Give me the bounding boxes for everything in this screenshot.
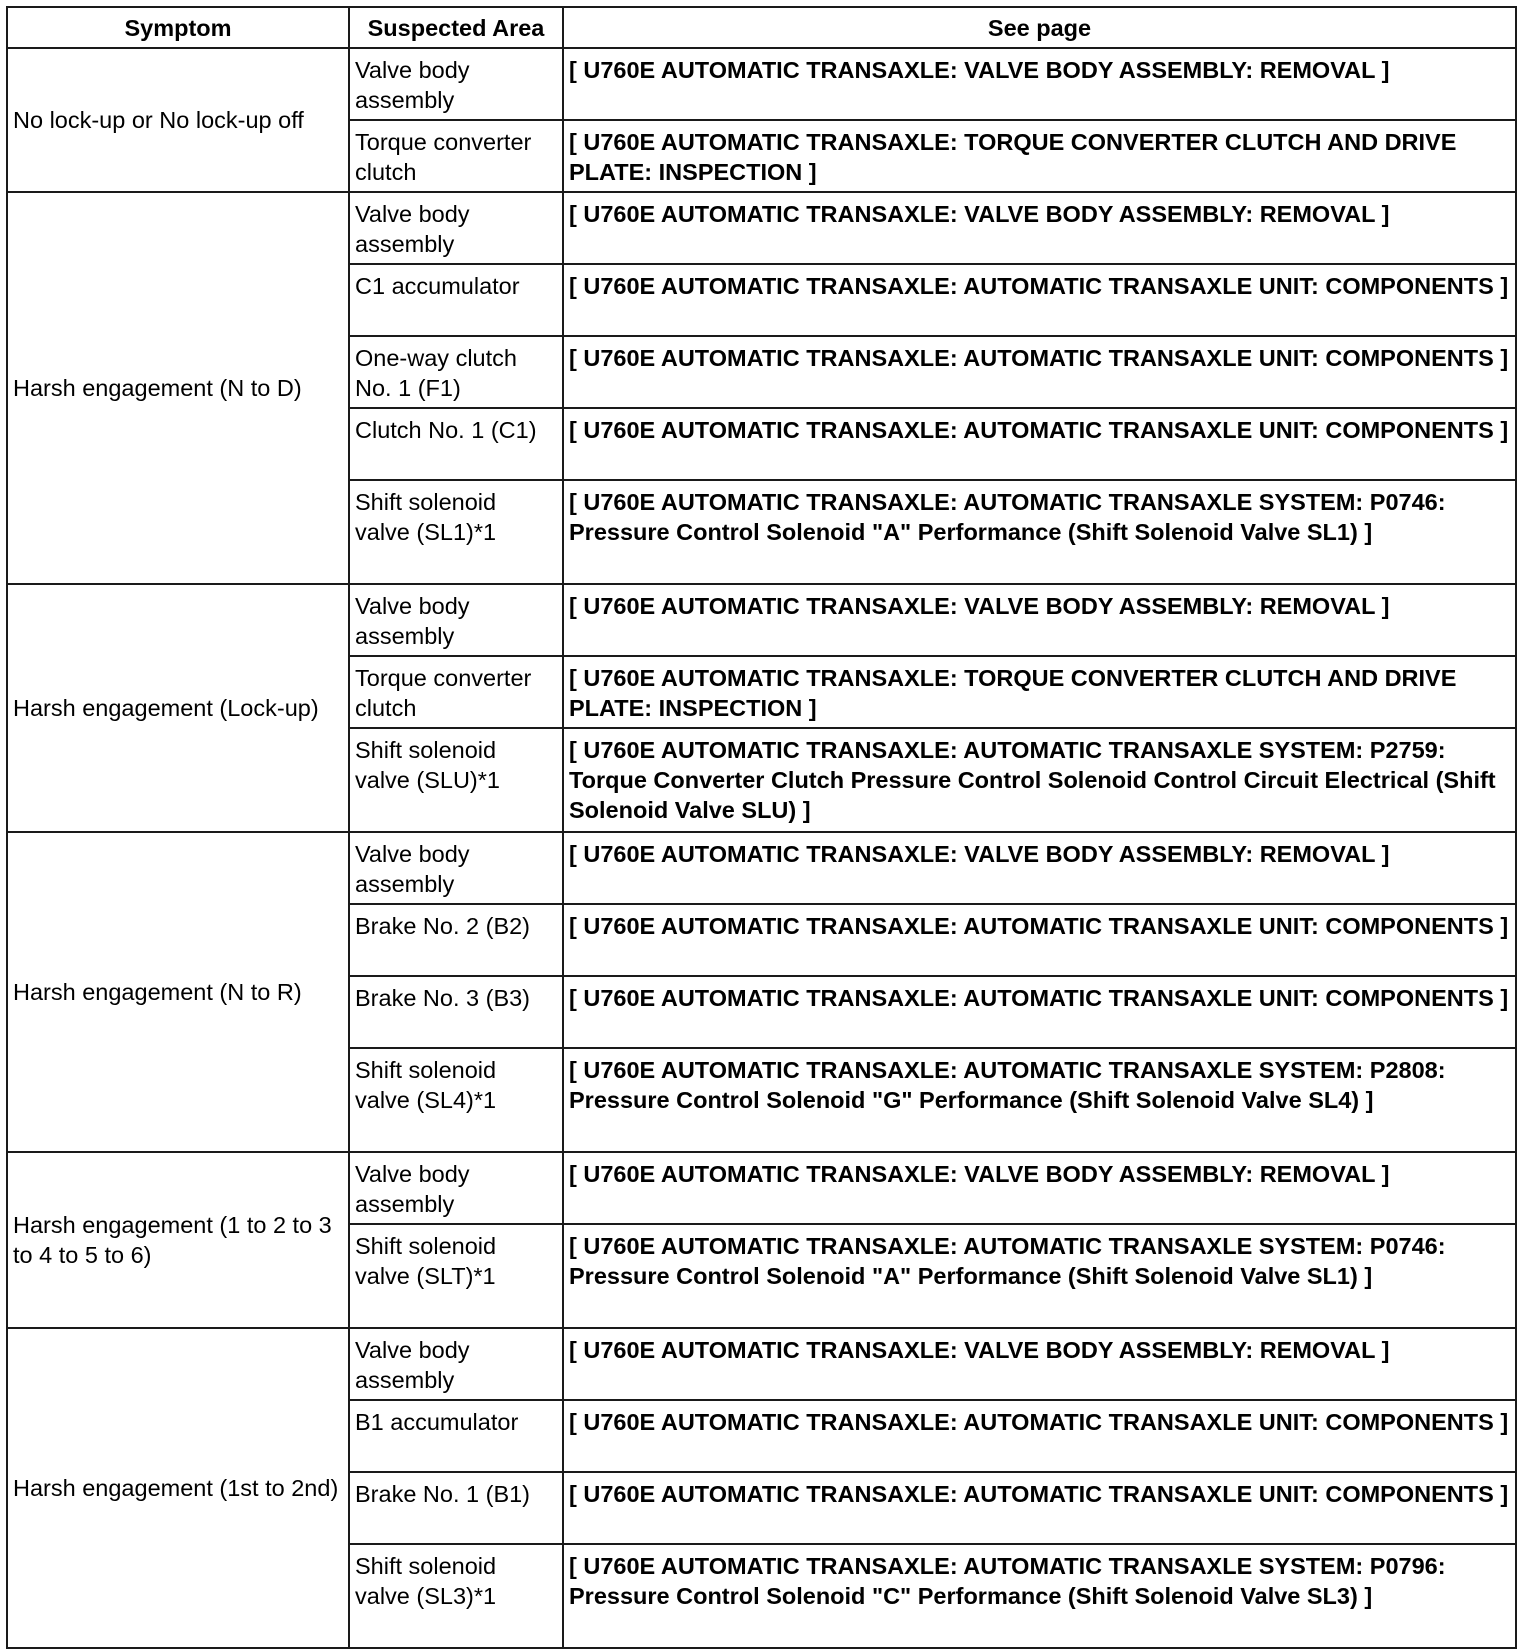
see-page-link[interactable]: [ U760E AUTOMATIC TRANSAXLE: AUTOMATIC TRANSAXLE UNIT: COMPONENTS ] bbox=[563, 976, 1516, 1048]
suspected-area-cell: Shift solenoid valve (SLU)*1 bbox=[349, 728, 563, 832]
suspected-area-cell: Shift solenoid valve (SL3)*1 bbox=[349, 1544, 563, 1648]
table-row bbox=[7, 584, 1516, 656]
symptom-cell: Harsh engagement (1st to 2nd) bbox=[7, 1328, 349, 1648]
see-page-link[interactable]: [ U760E AUTOMATIC TRANSAXLE: VALVE BODY ASSEMBLY: REMOVAL ] bbox=[563, 1152, 1516, 1224]
suspected-area-cell: Torque converter clutch bbox=[349, 120, 563, 192]
header-see-page: See page bbox=[563, 7, 1516, 48]
see-page-link[interactable]: [ U760E AUTOMATIC TRANSAXLE: AUTOMATIC TRANSAXLE SYSTEM: P0746: Pressure Control Solenoid "A" Performance (Shift Solenoid Valve SL1) ] bbox=[563, 1224, 1516, 1328]
table-row bbox=[7, 1328, 1516, 1400]
see-page-link[interactable]: [ U760E AUTOMATIC TRANSAXLE: AUTOMATIC TRANSAXLE UNIT: COMPONENTS ] bbox=[563, 904, 1516, 976]
suspected-area-cell: Valve body assembly bbox=[349, 584, 563, 656]
header-suspected-area: Suspected Area bbox=[349, 7, 563, 48]
see-page-link[interactable]: [ U760E AUTOMATIC TRANSAXLE: AUTOMATIC TRANSAXLE SYSTEM: P2759: Torque Converter Clutch Pressure Control Solenoid Control Circuit Electrical (Shift Solenoid Valve SLU) ] bbox=[563, 728, 1516, 832]
see-page-link[interactable]: [ U760E AUTOMATIC TRANSAXLE: AUTOMATIC TRANSAXLE UNIT: COMPONENTS ] bbox=[563, 1472, 1516, 1544]
suspected-area-cell: Brake No. 1 (B1) bbox=[349, 1472, 563, 1544]
suspected-area-cell: Valve body assembly bbox=[349, 48, 563, 120]
see-page-link[interactable]: [ U760E AUTOMATIC TRANSAXLE: AUTOMATIC TRANSAXLE UNIT: COMPONENTS ] bbox=[563, 336, 1516, 408]
suspected-area-cell: C1 accumulator bbox=[349, 264, 563, 336]
symptom-cell: No lock-up or No lock-up off bbox=[7, 48, 349, 192]
symptom-cell: Harsh engagement (1 to 2 to 3 to 4 to 5 to 6) bbox=[7, 1152, 349, 1328]
see-page-link[interactable]: [ U760E AUTOMATIC TRANSAXLE: AUTOMATIC TRANSAXLE UNIT: COMPONENTS ] bbox=[563, 408, 1516, 480]
symptom-cell: Harsh engagement (N to R) bbox=[7, 832, 349, 1152]
suspected-area-cell: Brake No. 2 (B2) bbox=[349, 904, 563, 976]
suspected-area-cell: Valve body assembly bbox=[349, 1328, 563, 1400]
suspected-area-cell: Brake No. 3 (B3) bbox=[349, 976, 563, 1048]
table-header-row bbox=[7, 7, 1516, 48]
table-row bbox=[7, 192, 1516, 264]
see-page-link[interactable]: [ U760E AUTOMATIC TRANSAXLE: AUTOMATIC TRANSAXLE SYSTEM: P0746: Pressure Control Solenoid "A" Performance (Shift Solenoid Valve SL1) ] bbox=[563, 480, 1516, 584]
suspected-area-cell: Valve body assembly bbox=[349, 192, 563, 264]
suspected-area-cell: Clutch No. 1 (C1) bbox=[349, 408, 563, 480]
table-row bbox=[7, 48, 1516, 120]
suspected-area-cell: Valve body assembly bbox=[349, 1152, 563, 1224]
suspected-area-cell: Shift solenoid valve (SLT)*1 bbox=[349, 1224, 563, 1328]
see-page-link[interactable]: [ U760E AUTOMATIC TRANSAXLE: VALVE BODY ASSEMBLY: REMOVAL ] bbox=[563, 192, 1516, 264]
troubleshooting-table bbox=[6, 6, 1517, 1649]
see-page-link[interactable]: [ U760E AUTOMATIC TRANSAXLE: TORQUE CONVERTER CLUTCH AND DRIVE PLATE: INSPECTION ] bbox=[563, 120, 1516, 192]
symptom-cell: Harsh engagement (N to D) bbox=[7, 192, 349, 584]
see-page-link[interactable]: [ U760E AUTOMATIC TRANSAXLE: AUTOMATIC TRANSAXLE SYSTEM: P0796: Pressure Control Solenoid "C" Performance (Shift Solenoid Valve SL3) ] bbox=[563, 1544, 1516, 1648]
suspected-area-cell: Shift solenoid valve (SL1)*1 bbox=[349, 480, 563, 584]
header-symptom: Symptom bbox=[7, 7, 349, 48]
suspected-area-cell: Shift solenoid valve (SL4)*1 bbox=[349, 1048, 563, 1152]
see-page-link[interactable]: [ U760E AUTOMATIC TRANSAXLE: AUTOMATIC TRANSAXLE SYSTEM: P2808: Pressure Control Solenoid "G" Performance (Shift Solenoid Valve SL4) ] bbox=[563, 1048, 1516, 1152]
suspected-area-cell: One-way clutch No. 1 (F1) bbox=[349, 336, 563, 408]
see-page-link[interactable]: [ U760E AUTOMATIC TRANSAXLE: AUTOMATIC TRANSAXLE UNIT: COMPONENTS ] bbox=[563, 264, 1516, 336]
symptom-cell: Harsh engagement (Lock-up) bbox=[7, 584, 349, 832]
table-row bbox=[7, 1152, 1516, 1224]
suspected-area-cell: Valve body assembly bbox=[349, 832, 563, 904]
table-row bbox=[7, 832, 1516, 904]
see-page-link[interactable]: [ U760E AUTOMATIC TRANSAXLE: TORQUE CONVERTER CLUTCH AND DRIVE PLATE: INSPECTION ] bbox=[563, 656, 1516, 728]
see-page-link[interactable]: [ U760E AUTOMATIC TRANSAXLE: VALVE BODY ASSEMBLY: REMOVAL ] bbox=[563, 832, 1516, 904]
see-page-link[interactable]: [ U760E AUTOMATIC TRANSAXLE: VALVE BODY ASSEMBLY: REMOVAL ] bbox=[563, 1328, 1516, 1400]
see-page-link[interactable]: [ U760E AUTOMATIC TRANSAXLE: VALVE BODY ASSEMBLY: REMOVAL ] bbox=[563, 584, 1516, 656]
see-page-link[interactable]: [ U760E AUTOMATIC TRANSAXLE: VALVE BODY ASSEMBLY: REMOVAL ] bbox=[563, 48, 1516, 120]
suspected-area-cell: B1 accumulator bbox=[349, 1400, 563, 1472]
see-page-link[interactable]: [ U760E AUTOMATIC TRANSAXLE: AUTOMATIC TRANSAXLE UNIT: COMPONENTS ] bbox=[563, 1400, 1516, 1472]
suspected-area-cell: Torque converter clutch bbox=[349, 656, 563, 728]
